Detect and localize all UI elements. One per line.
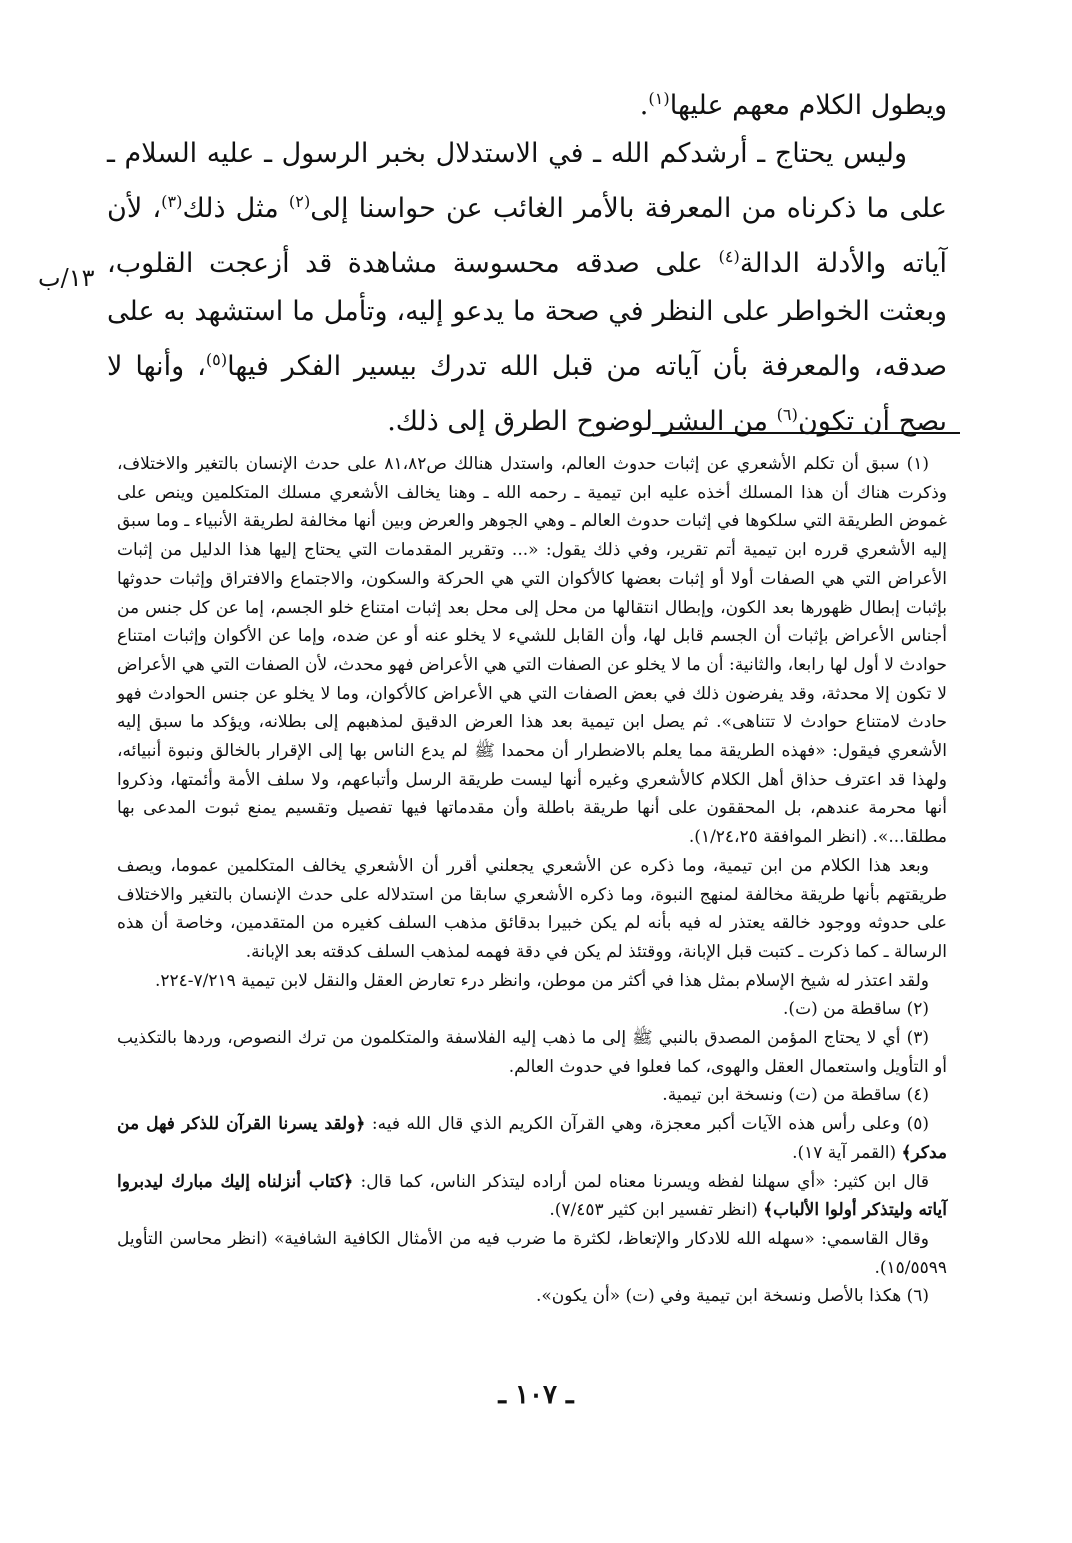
footnote-ref-2[interactable]: (٢) xyxy=(288,192,311,211)
footnote-5-continuation: وقال القاسمي: «سهله الله للادكار والإتعاظ، لكثرة ما ضرب فيه من الأمثال الكافية الشافية» (انظر محاسن التأويل ١٥/٥٥٩٩). xyxy=(117,1228,947,1278)
quran-verse: ﴿ولقد يسرنا القرآن للذكر فهل من مدكر﴾ xyxy=(117,1114,947,1163)
text-run: قال ابن كثير: «أي سهلنا لفظه ويسرنا معناه لمن أراده ليتذكر الناس، كما قال: xyxy=(353,1171,930,1192)
text-run: ويطول الكلام معهم عليها xyxy=(669,90,947,121)
text-run: ، لأن آياته والأدلة الدالة xyxy=(107,193,947,279)
main-text xyxy=(107,75,947,446)
text-run: وليس يحتاج ـ أرشدكم الله ـ في الاستدلال بخبر الرسول ـ عليه السلام ـ على ما ذكرناه من المعرفة بالأمر الغائب عن حواسنا إلى xyxy=(107,138,947,224)
paragraph-1 xyxy=(107,75,947,130)
text-run: على صدقه محسوسة مشاهدة قد أزعجت القلوب، وبعثت الخواطر على النظر في صحة ما يدعو إليه، وتأمل ما استشهد به على صدقه، والمعرفة بأن آياته من قبل الله تدرك بيسير الفكر فيها xyxy=(107,248,947,382)
text-run: ، وأنها لا يصح أن تكون xyxy=(107,351,947,437)
footnote-ref-6[interactable]: (٦) xyxy=(776,405,798,424)
footnote-6: (٦) هكذا بالأصل ونسخة ابن تيمية وفي (ت) «أن يكون». xyxy=(535,1286,929,1307)
footnote-1: (١) سبق أن تكلم الأشعري عن إثبات حدوث العالم، واستدل هنالك ص٨١،٨٢ على حدث الإنسان بالتغير والاختلاف، وذكرت هناك أن هذا المسلك أخذه عليه ابن تيمية ـ رحمه الله ـ وهنا يخالف الأشعري مسلك المتكلمين وينص على غموض الطريقة التي سلكوها في إثبات حدوث العالم ـ وهي الجوهر والعرض وبين أنها مخالفة لطريقة الأنبياء ـ وما سبق إليه الأشعري قرره ابن تيمية أتم تقرير، وفي ذلك يقول: «... وتقرير المقدمات التي يحتاج إليها هذا الدليل من إثبات الأعراض التي هي الصفات أولا أو إثبات بعضها كالأكوان التي هي الحركة والسكون، والاجتماع والافتراق وإثبات حدوثها بإثبات إبطال ظهورها بعد الكون، وإبطال انتقالها من محل إلى محل بعد إثبات امتناع خلو الجسم، إما عن كل جنس من أجناس الأعراض بإثبات أن الجسم قابل لها، وأن القابل للشيء لا يخلو عنه أو عن ضده، وإما عن الأكوان وإثبات امتناع حوادث لا أول لها رابعا، والثانية: أن ما لا يخلو عن الصفات التي هي الأعراض فهو محدث، لأن الصفات التي هي الأعراض لا تكون إلا محدثة، وقد يفرضون ذلك في بعض الصفات التي هي الأعراض كالأكوان، وما لا يخلو عن جنس الحوادث فهو حادث لامتناع حوادث لا تتناهى». ثم يصل ابن تيمية بعد هذا العرض الدقيق لمذهبهم إلى بطلانه، ويؤكد ما سبق إليه الأشعري فيقول: «فهذه الطريقة مما يعلم بالاضطرار أن محمدا ﷺ لم يدع الناس بها إلى الإقرار بالخالق ونبوة أنبيائه، ولهذا قد اعترف حذاق أهل الكلام كالأشعري وغيره أنها ليست طريقة الرسل وأتباعهم، ولا سلف الأمة وأئمتها، وذكروا أنها محرمة عندهم، بل المحققون على أنها طريقة باطلة وأن مقدماتها فيها تفصيل وتقسيم يمنع ثبوت المدعى بها مطلقا...». (انظر الموافقة ١/٢٤،٢٥). xyxy=(117,454,947,848)
quran-verse: ﴿كتاب أنزلناه إليك مبارك ليدبروا آياته وليتذكر أولوا الألباب﴾ xyxy=(117,1171,947,1221)
footnote-ref-5[interactable]: (٥) xyxy=(205,350,228,369)
text-run: من البشر لوضوح الطرق إلى ذلك. xyxy=(387,406,777,437)
footnote-5 xyxy=(117,1110,947,1167)
footnote-5-continuation xyxy=(117,1168,947,1225)
text-run: (انظر تفسير ابن كثير ٧/٤٥٣). xyxy=(549,1200,764,1221)
footnotes xyxy=(117,450,947,1311)
footnote-1-continuation: وبعد هذا الكلام من ابن تيمية، وما ذكره عن الأشعري يجعلني أقرر أن الأشعري يخالف المتكلمين عموما، ويصف طريقتهم بأنها طريقة مخالفة لمنهج النبوة، وما ذكره الأشعري سابقا من استدلاله على حدث الإنسان بالتغير والاختلاف على حدوثه ووجود خالقه يعتذر له فيه بأنه لم يكن خبيرا بدقائق مذهب السلف كغيره من المتقدمين، وخاصة أن هذه الرسالة ـ كما ذكرت ـ كتبت قبل الإبانة، ووقتئذ لم يكن في دقة فهمه لمذهب السلف كدقته بعد الإبانة. xyxy=(117,855,947,962)
footnote-4: (٤) ساقطة من (ت) ونسخة ابن تيمية. xyxy=(662,1085,929,1106)
text-run: (القمر آية ١٧). xyxy=(792,1142,902,1163)
footnote-ref-3[interactable]: (٣) xyxy=(161,192,183,211)
text-run: (٥) وعلى رأس هذه الآيات أكبر معجزة، وهي القرآن الكريم الذي قال الله فيه: xyxy=(365,1114,929,1135)
text-run: مثل ذلك xyxy=(182,193,289,224)
text-run: . xyxy=(639,90,649,121)
footnote-3: (٣) أي لا يحتاج المؤمن المصدق بالنبي ﷺ إلى ما ذهب إليه الفلاسفة والمتكلمون من ترك النصوص، وردها بالتكذيب أو التأويل واستعمال العقل والهوى، كما فعلوا في حدوث العالم. xyxy=(117,1028,947,1077)
paragraph-2 xyxy=(107,130,947,446)
manuscript-folio-marker: ١٣/ب xyxy=(38,264,95,292)
footnote-ref-1[interactable]: (١) xyxy=(648,89,670,108)
footnote-2: (٢) ساقطة من (ت). xyxy=(783,999,929,1020)
footnote-separator xyxy=(652,432,960,434)
page-number: ـ ١٠٧ ـ xyxy=(498,1380,574,1410)
footnote-1-continuation: ولقد اعتذر له شيخ الإسلام بمثل هذا في أكثر من موطن، وانظر درء تعارض العقل والنقل لابن تيمية ٧/٢١٩-٢٢٤. xyxy=(154,970,929,991)
footnote-ref-4[interactable]: (٤) xyxy=(718,247,740,266)
